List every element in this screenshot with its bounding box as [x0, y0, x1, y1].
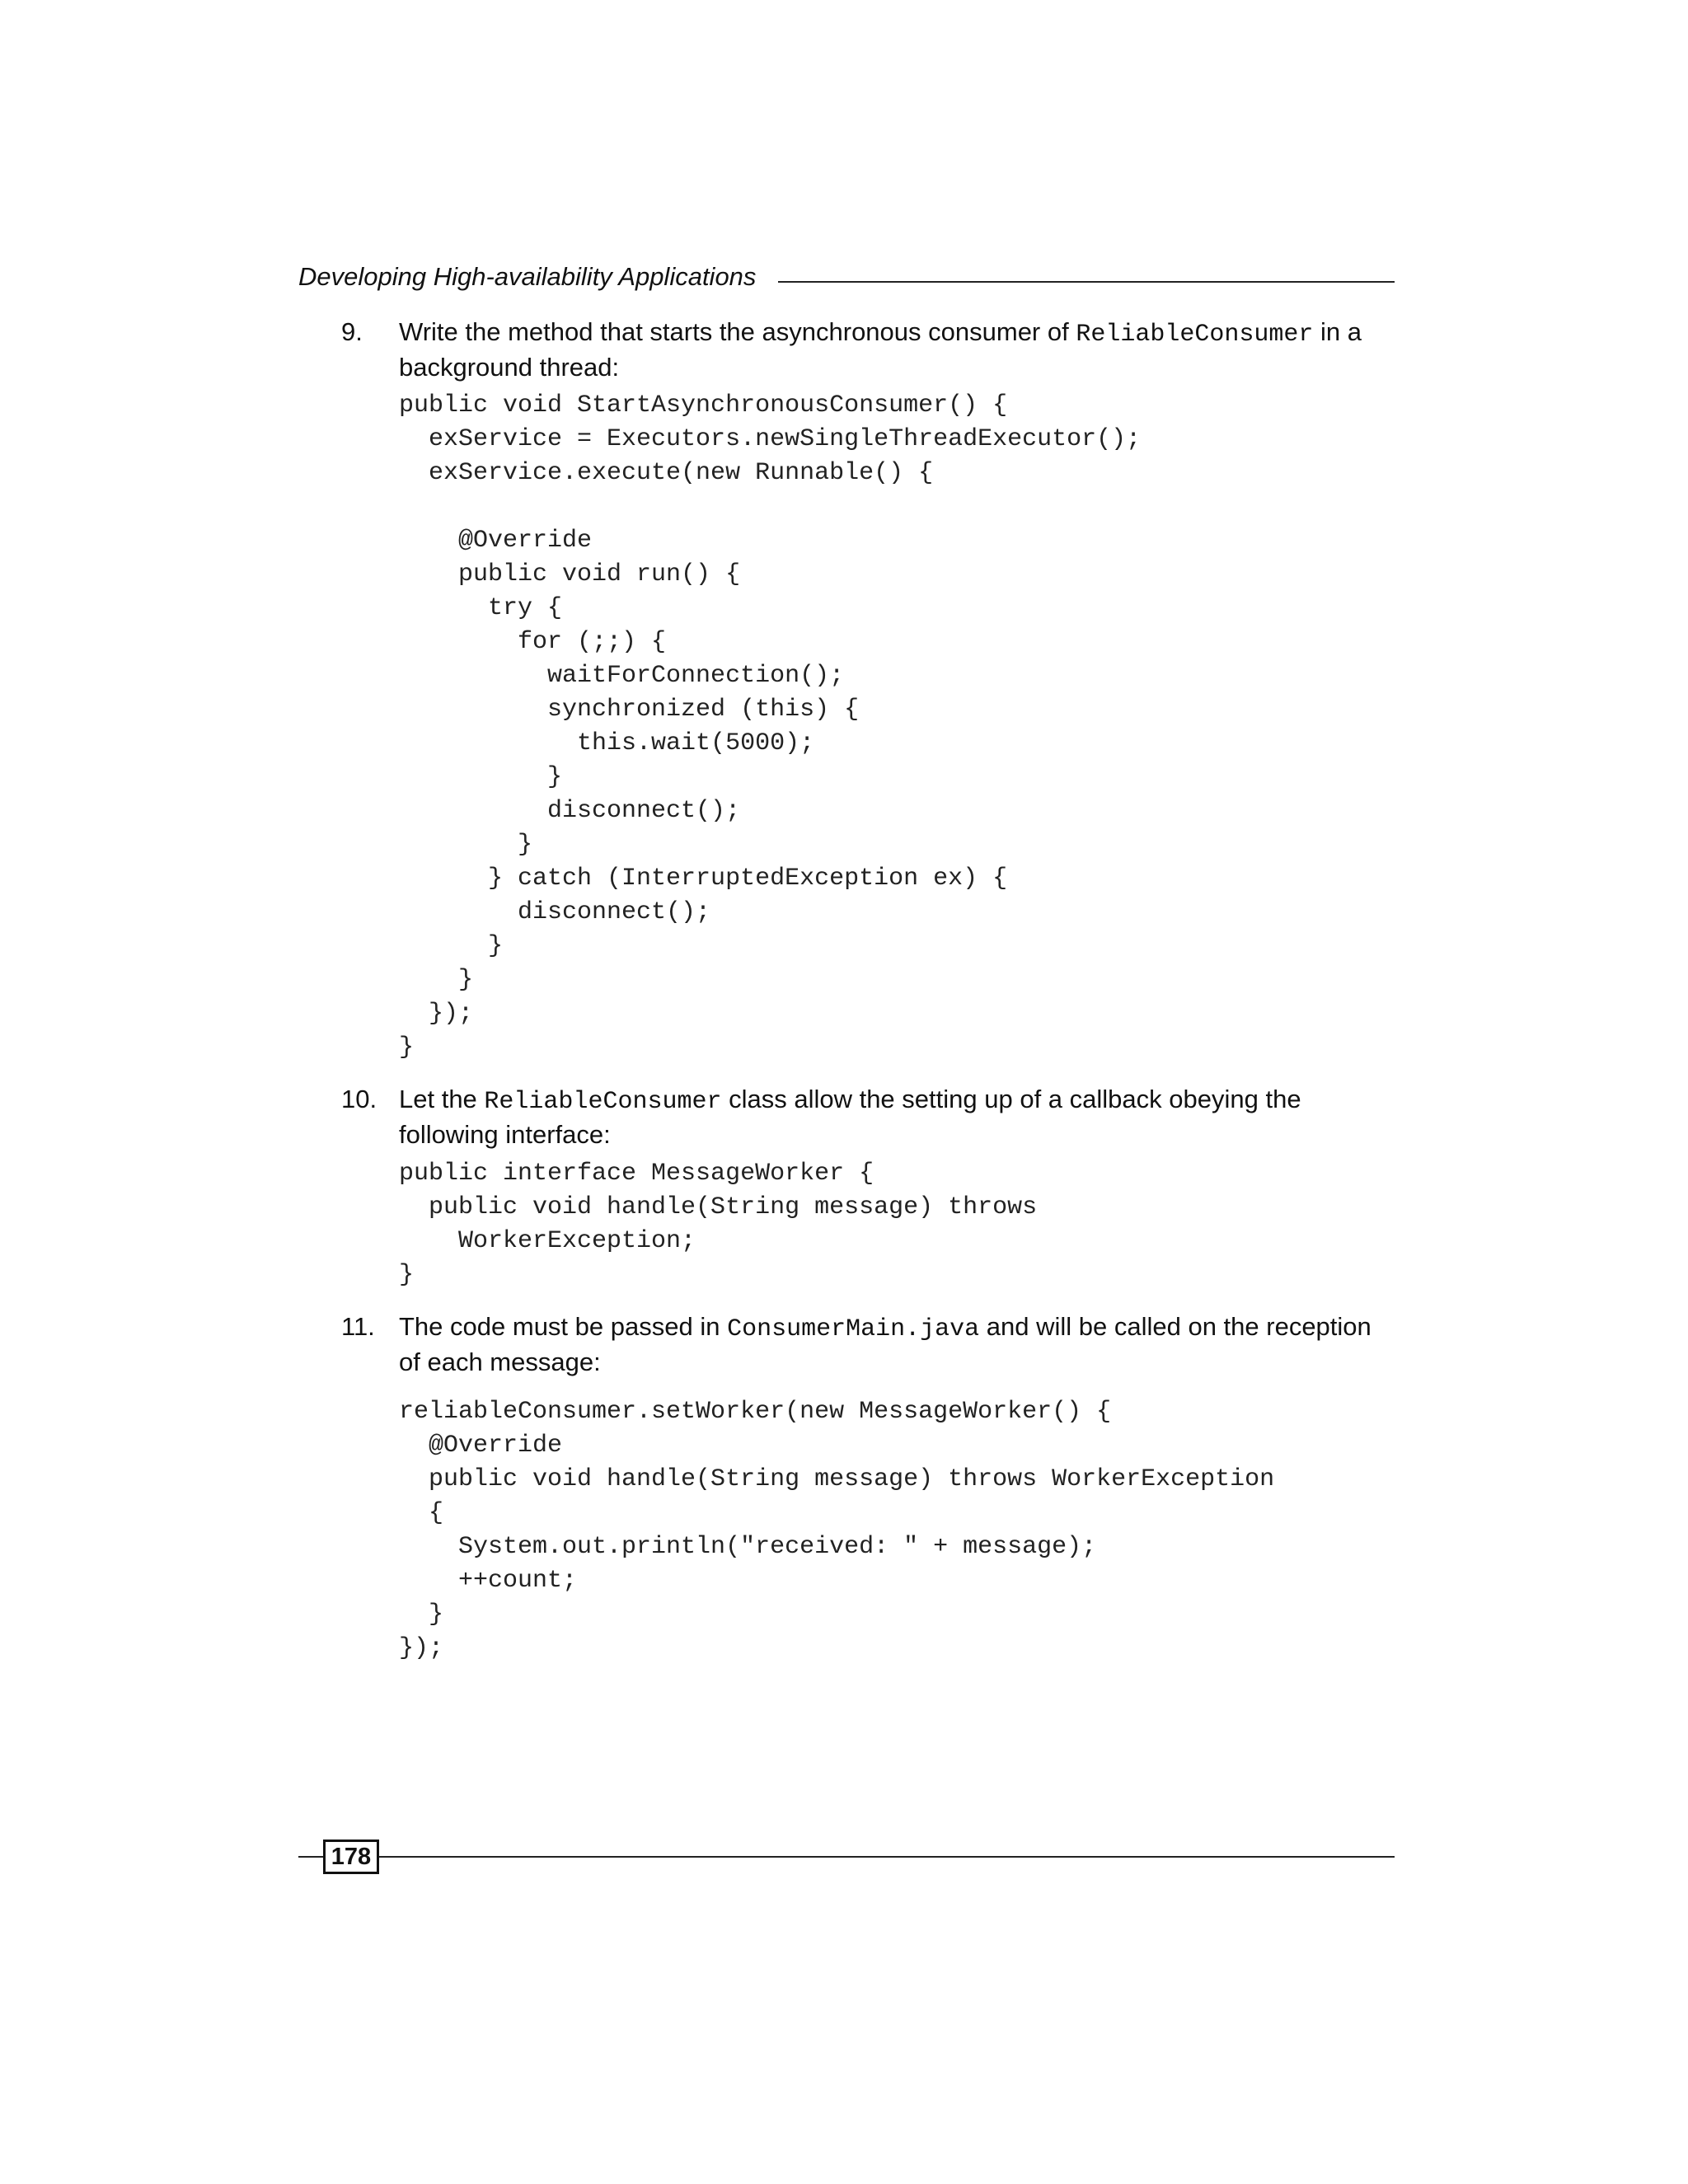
step-10-code-block: public interface MessageWorker { public void handle(String message) throws WorkerException; }	[399, 1160, 1038, 1289]
step-10-text	[399, 1083, 1396, 1151]
page-number: 178	[323, 1840, 379, 1874]
step-11-text	[399, 1310, 1396, 1379]
step-11-text-before: The code must be passed in	[399, 1312, 728, 1341]
step-10-number: 10.	[341, 1085, 377, 1113]
step-11-number: 11.	[341, 1312, 375, 1341]
chapter-title: Developing High-availability Applications	[298, 262, 757, 291]
step-10-inline-code: ReliableConsumer	[484, 1088, 722, 1116]
footer-rule-left	[298, 1856, 323, 1858]
running-header	[298, 259, 1395, 295]
step-10-text-after: class allow the setting up of a callback obeying the following interface:	[399, 1085, 1301, 1149]
step-11-inline-code: ConsumerMain.java	[727, 1315, 980, 1343]
step-9-code-block: public void StartAsynchronousConsumer() { exService = Executors.newSingleThreadExecutor(); exService.execute(new Runnable() { @Override public void run() { try { for (;;) { waitForConnection(); synchronized (this) { this.wait(5000); } disconnect(); } } catch (InterruptedException ex) { disconnect(); } } }); }	[399, 391, 1142, 1062]
header-rule	[778, 281, 1395, 283]
step-11-code-block: reliableConsumer.setWorker(new MessageWorker() { @Override public void handle(String message) throws WorkerException { System.out.println("received: " + message); ++count; } });	[399, 1398, 1275, 1662]
step-9-text-after: in a background thread:	[399, 317, 1362, 382]
step-9-text	[399, 316, 1396, 384]
step-9-number: 9.	[341, 317, 363, 346]
step-10-text-before: Let the	[399, 1085, 485, 1113]
footer-rule-right	[379, 1856, 1395, 1858]
step-9-inline-code: ReliableConsumer	[1076, 321, 1314, 349]
step-9-text-before: Write the method that starts the asynchronous consumer of	[399, 317, 1076, 346]
step-11-text-after: and will be called on the reception of each message:	[399, 1312, 1372, 1376]
page-footer	[298, 1840, 1395, 1872]
